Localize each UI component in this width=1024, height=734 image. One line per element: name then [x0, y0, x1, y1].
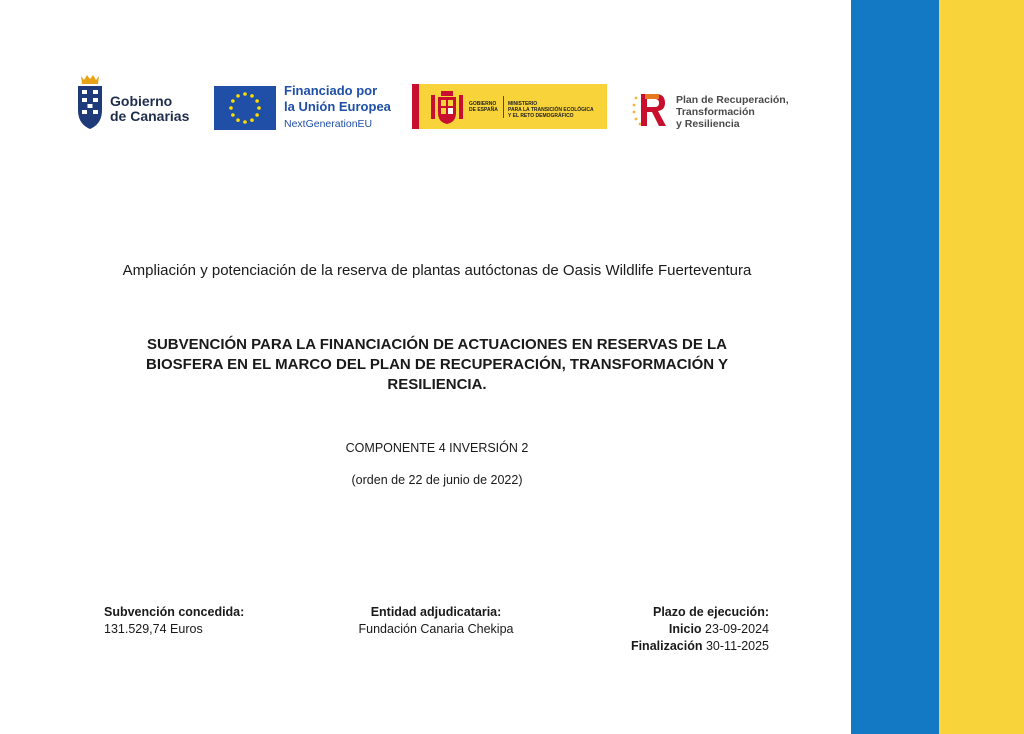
- start-date-row: [631, 621, 769, 638]
- start-date-value: 23-09-2024: [705, 622, 769, 636]
- execution-term-block: [631, 604, 769, 655]
- ministry-line2: PARA LA TRANSICIÓN ECOLÓGICA: [508, 107, 594, 113]
- ministry-line3: Y EL RETO DEMOGRÁFICO: [508, 113, 574, 119]
- start-date-label: Inicio: [668, 622, 702, 636]
- eu-star-icon: [255, 99, 259, 103]
- canarias-logo-line1: Gobierno: [110, 93, 173, 109]
- eu-logo-line3: NextGenerationEU: [284, 118, 373, 130]
- eu-star-icon: [255, 113, 259, 117]
- prtr-emblem-icon: [632, 90, 672, 130]
- eu-funding-logo: [214, 83, 394, 135]
- eu-flag-icon: [214, 86, 276, 130]
- eu-star-icon: [231, 99, 235, 103]
- eu-star-icon: [231, 113, 235, 117]
- gobierno-line1: GOBIERNO: [469, 101, 497, 107]
- gobierno-line2: DE ESPAÑA: [469, 107, 498, 113]
- eu-star-icon: [250, 118, 254, 122]
- awarded-entity-value: Fundación Canaria Chekipa: [358, 622, 514, 636]
- eu-star-icon: [243, 92, 247, 96]
- eu-star-icon: [236, 118, 240, 122]
- grant-heading-line1: SUBVENCIÓN PARA LA FINANCIACIÓN DE ACTUACIONES EN RESERVAS DE LA: [146, 336, 728, 353]
- prtr-line3: y Resiliencia: [676, 118, 740, 130]
- prtr-line2: Transformación: [676, 106, 755, 118]
- eu-star-icon: [243, 120, 247, 124]
- grant-amount-value: 131.529,74 Euros: [104, 622, 203, 636]
- order-reference: (orden de 22 de junio de 2022): [351, 473, 523, 487]
- prtr-logo: [632, 90, 802, 132]
- eu-star-icon: [257, 106, 261, 110]
- grant-heading-line2: BIOSFERA EN EL MARCO DEL PLAN DE RECUPERACIÓN, TRANSFORMACIÓN Y: [146, 356, 728, 373]
- end-date-label: Finalización: [630, 639, 703, 653]
- grant-amount-label: Subvención concedida:: [104, 605, 245, 619]
- grant-heading: [92, 335, 782, 395]
- awarded-entity-block: [336, 604, 536, 638]
- grant-heading-line3: RESILIENCIA.: [387, 376, 487, 393]
- blue-stripe: [851, 0, 939, 734]
- end-date-value: 30-11-2025: [705, 639, 769, 653]
- awarded-entity-label: Entidad adjudicataria:: [370, 605, 502, 619]
- canarias-logo-line2: de Canarias: [110, 108, 190, 124]
- canarias-coat-of-arms-icon: [75, 74, 105, 130]
- eu-logo-line1: Financiado por: [284, 83, 378, 98]
- prtr-line1: Plan de Recuperación,: [676, 94, 789, 106]
- project-title: Ampliación y potenciación de la reserva de plantas autóctonas de Oasis Wildlife Fuerteventura: [122, 262, 752, 279]
- eu-star-icon: [229, 106, 233, 110]
- ministry-line1: MINISTERIO: [508, 101, 538, 107]
- spain-coat-of-arms-icon: [430, 89, 464, 125]
- eu-star-icon: [236, 94, 240, 98]
- yellow-stripe: [939, 0, 1024, 734]
- gobierno-espana-logo: [412, 84, 607, 129]
- grant-amount-block: [104, 604, 244, 638]
- end-date-row: [631, 638, 769, 655]
- eu-logo-line2: la Unión Europea: [284, 99, 391, 114]
- eu-star-icon: [250, 94, 254, 98]
- component-label: COMPONENTE 4 INVERSIÓN 2: [345, 441, 529, 455]
- gobierno-canarias-logo: [75, 74, 200, 130]
- execution-term-label: Plazo de ejecución:: [652, 605, 769, 619]
